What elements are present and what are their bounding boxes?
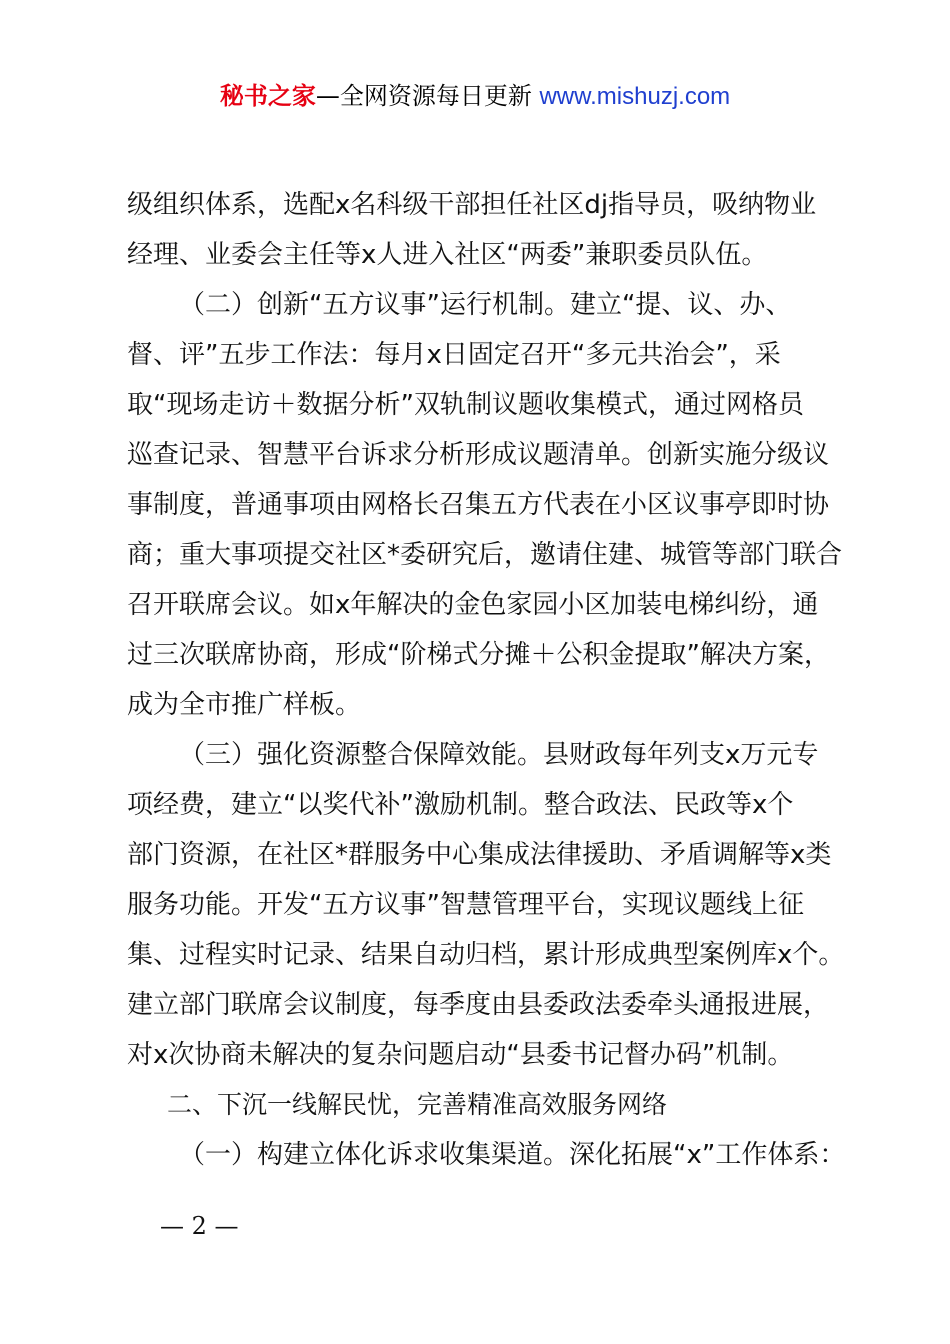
text-line: 部门资源，在社区*群服务中心集成法律援助、矛盾调解等x类 xyxy=(127,840,832,870)
text-line: 服务功能。开发“五方议事”智慧管理平台，实现议题线上征 xyxy=(127,890,804,920)
text-line: 督、评”五步工作法：每月x日固定召开“多元共治会”，采 xyxy=(127,340,781,370)
text-line: 经理、业委会主任等x人进入社区“两委”兼职委员队伍。 xyxy=(127,240,768,270)
text-line: 成为全市推广样板。 xyxy=(127,690,362,720)
text-line: 级组织体系，选配x名科级干部担任社区dj指导员，吸纳物业 xyxy=(127,190,817,220)
section-heading: 二、下沉一线解民忧，完善精准高效服务网络 xyxy=(167,1090,668,1119)
text-line: 事制度，普通事项由网格长召集五方代表在小区议事亭即时协 xyxy=(127,490,830,520)
text-line: 过三次联席协商，形成“阶梯式分摊＋公积金提取”解决方案， xyxy=(127,640,830,670)
site-header xyxy=(0,80,950,113)
text-line: 取“现场走访＋数据分析”双轨制议题收集模式，通过网格员 xyxy=(127,390,804,420)
text-line: 召开联席会议。如x年解决的金色家园小区加装电梯纠纷，通 xyxy=(127,590,819,620)
site-tagline: —全网资源每日更新 xyxy=(315,82,532,110)
paragraph-heading-line: （三）强化资源整合保障效能。县财政每年列支x万元专 xyxy=(179,740,819,770)
document-body xyxy=(127,180,857,1180)
text-line: 项经费，建立“以奖代补”激励机制。整合政法、民政等x个 xyxy=(127,790,794,820)
paragraph-heading-line: （二）创新“五方议事”运行机制。建立“提、议、办、 xyxy=(179,290,792,320)
text-line: 商；重大事项提交社区*委研究后，邀请住建、城管等部门联合 xyxy=(127,540,843,570)
text-line: 对x次协商未解决的复杂问题启动“县委书记督办码”机制。 xyxy=(127,1040,794,1070)
site-brand: 秘书之家 xyxy=(219,82,316,110)
text-line: 巡查记录、智慧平台诉求分析形成议题清单。创新实施分级议 xyxy=(127,440,830,470)
page-number: — 2 — xyxy=(160,1212,239,1240)
paragraph-heading-line: （一）构建立体化诉求收集渠道。深化拓展“x”工作体系： xyxy=(179,1140,846,1170)
text-line: 集、过程实时记录、结果自动归档，累计形成典型案例库x个。 xyxy=(127,940,845,970)
text-line: 建立部门联席会议制度，每季度由县委政法委牵头通报进展， xyxy=(127,990,830,1020)
site-url[interactable]: www.mishuzj.com xyxy=(539,83,731,110)
